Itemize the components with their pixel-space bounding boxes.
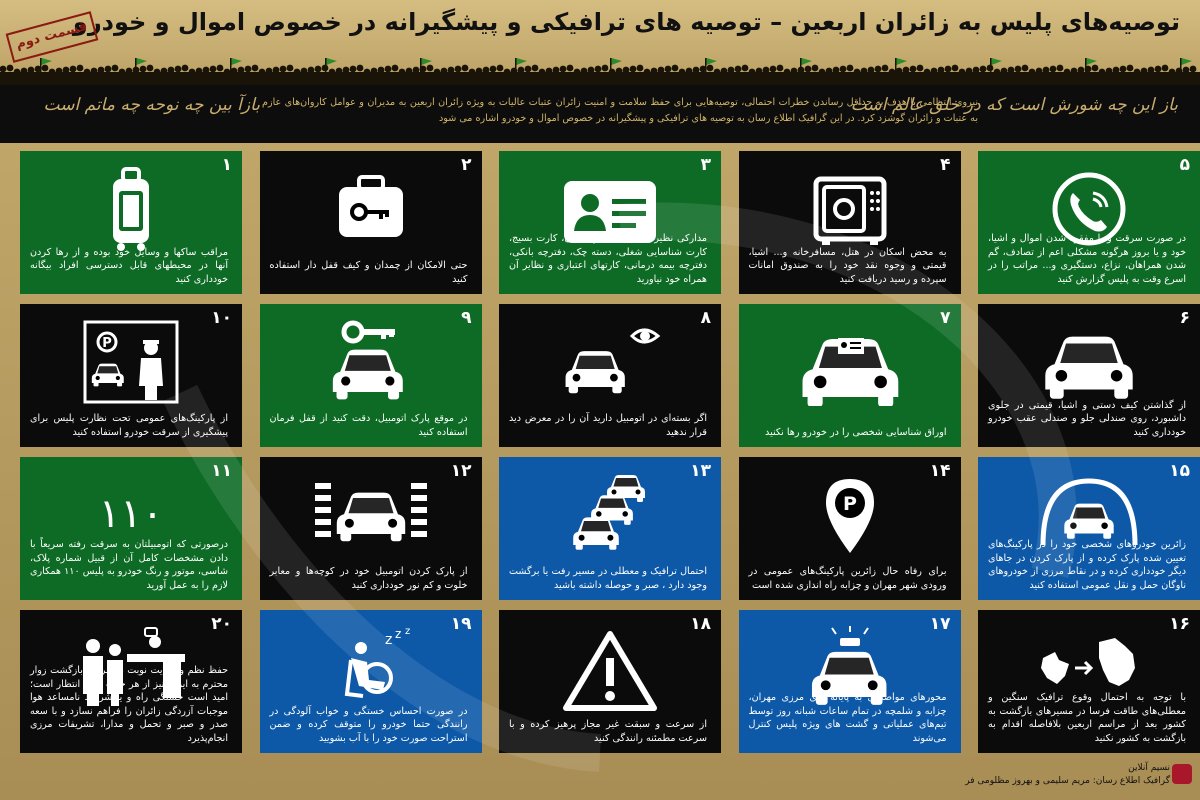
tip-card [499,304,721,447]
tip-text: حفظ نظم و رعایت نوبت در مرحله بازگشت زوار محترم به ایران نیز از هر جهت مورد انتظار است؛ امید است خستگی راه و یا شرایط نامساعد هوا موجبات آزردگی زائران را فراهم نسازد و با سعه صدر و صبر و تحمل و مدارا، تشریفات مرزی انجام‌پذیرد [30,665,228,744]
parking-attendant-icon [71,318,191,406]
tip-number: ۹ [461,308,472,328]
tip-card [499,457,721,600]
briefcase-key-icon [311,165,431,253]
tip-card [739,610,961,753]
tip-card [260,151,482,294]
tip-number: ۱۵ [1169,461,1190,481]
tip-card [20,457,242,600]
tip-card [739,457,961,600]
car-id-icon [790,318,910,406]
tip-text: به محض اسکان در هتل، مسافرخانه و... اشیا، قیمتی و وجوه نقد خود را به صندوق امانات سپرده و رسید دریافت کنید [748,246,947,285]
intro-panel [0,85,1200,143]
footer-source: نسیم آنلاین [1128,763,1170,773]
tip-text: از گذاشتن کیف دستی و اشیا، قیمتی در جلوی داشبورد، روی صندلی جلو و صندلی عقب خودرو خودداری کنید [988,399,1186,438]
tip-number: ۸ [700,308,711,328]
car-key-icon [311,318,431,406]
svg-text:١١٠: ١١٠ [98,491,164,537]
tip-number: ۱۲ [450,461,472,481]
luggage-icon [71,165,191,253]
tip-card [978,610,1200,753]
svg-text:P: P [102,336,112,351]
tip-text: احتمال ترافیک و معطلی در مسیر رفت یا برگشت وجود دارد ، صبر و حوصله داشته باشید [509,566,707,591]
car-eye-icon [550,318,670,406]
intro-text: نیروی انتظامی با هدف به حداقل رساندن خطرات احتمالی، توصیه‌هایی برای حفظ سلامت و امنیت زائران عتبات عالیات به ویژه زائران اربعین به مدیران و عوامل کاروان‌های عازم به عتبات و زائران گوشزد کرد. در این گرافیک اطلاع رسان به توصیه های ترافیکی و پیشگیرانه در خصوص اموال و خودرو اشاره می شود [262,97,978,124]
tip-text: محورهای مواصلاتی به پایانه های مرزی مهران، چزابه و شلمچه در تمام ساعات شبانه روز توسط تیم‌های عملیاتی و گشت های ویژه پلیس کنترل می‌شوند [748,692,947,744]
tip-text: در موقع پارک اتومبیل، دقت کنید از قفل فرمان استفاده کنید [269,413,468,438]
tip-number: ۱۶ [1169,614,1190,634]
tip-number: ۳ [700,155,711,175]
nasim-logo-icon [1172,764,1192,784]
tip-number: ۲۰ [211,614,232,634]
tip-text: با توجه به احتمال وقوع ترافیک سنگین و معطلی‌های طاقت فرسا در مسیرهای بازگشت به کشور بعد از مراسم اربعین بلافاصله اقدام به بازگشت به کشور نکنید [988,692,1186,744]
tip-text: از پارکینگ‌های عمومی تحت نظارت پلیس برای پیشگیری از سرقت خودرو استفاده کنید [30,413,228,438]
tip-card [20,151,242,294]
tip-number: ۱۳ [690,461,711,481]
tip-card [739,151,961,294]
tip-number: ۱۷ [929,614,951,634]
traffic-jam-icon [550,471,670,559]
svg-text:z: z [404,626,410,637]
tips-grid [0,143,1200,800]
tip-number: ۱۱ [211,461,232,481]
parking-pin-icon [790,471,910,559]
tip-number: ۱ [221,155,232,175]
tip-text: از سرعت و سبقت غیر مجاز پرهیز کرده و با سرعت مطمئنه رانندگی کنید [509,719,707,744]
tip-card [260,610,482,753]
tip-card [978,304,1200,447]
tip-card [260,304,482,447]
calligraphy-right: باز این چه شورش است که در خلق عالم است [850,95,1178,115]
svg-text:z: z [384,632,392,648]
car-icon [1029,318,1149,406]
tip-card [499,610,721,753]
page-title: توصیه‌های پلیس به زائران اربعین – توصیه های ترافیکی و پیشگیرانه در خصوص اموال و خودرو [72,8,1180,36]
footer-credits-text: گرافیک اطلاع رسان: مریم سلیمی و بهروز مظلومی فر [965,776,1170,786]
tip-text: اگر بسته‌ای در اتومبیل دارید آن را در معرض دید قرار ندهید [509,413,707,438]
tip-card [499,151,721,294]
tip-text: مراقب ساکها و وسایل خود بوده و از رها کردن آنها در محیطهای قابل دسترسی افراد بیگانه خودداری کنید [30,246,228,285]
tip-number: ۱۹ [450,614,472,634]
part-two-stamp: قسمت دوم [6,11,99,63]
tip-number: ۱۸ [690,614,711,634]
crowd-silhouette-icon [0,58,1200,86]
tip-card [978,151,1200,294]
svg-text:z: z [394,627,401,641]
tip-text: در صورت احساس خستگی و خواب آلودگی در رانندگی حتما خودرو را متوقف کرده و ضمن استراحت صورت خود را با آب بشویید [269,705,468,744]
safe-icon [790,165,910,253]
tip-text: برای رفاه حال زائرین پارکینگ‌های عمومی در ورودی شهر مهران و چزابه راه اندازی شده است [748,566,947,591]
tip-text: اوراق شناسایی شخصی را در خودرو رها نکنید [765,426,947,438]
warning-icon [550,624,670,712]
tip-text: از پارک کردن اتومبیل خود در کوچه‌ها و معابر خلوت و کم نور خودداری کنید [269,566,468,591]
calligraphy-left: بازآ بین چه نوحه چه ماتم است [43,95,260,115]
tip-text: حتی الامکان از چمدان و کیف قفل دار استفاده کنید [269,260,468,285]
tip-text: درصورتی که اتومبیلتان به سرقت رفته سریعاً با دادن مشخصات کامل آن از قبیل شماره پلاک، شاسی، موتور و رنگ خودرو به پلیس ۱۱۰ همکاری لازم را به عمل آورید [30,539,228,591]
tip-card [20,610,242,753]
tip-number: ۵ [1179,155,1190,175]
header-banner [0,0,1200,85]
tip-number: ۴ [940,155,951,175]
tip-card [20,304,242,447]
svg-text:P: P [842,493,857,515]
sleepy-driver-icon [311,624,431,712]
tip-number: ۶ [1179,308,1190,328]
tip-text: مدارکی نظیر شناسنامه، کارت ملی، کارت بسیج، کارت شناسایی شغلی، دسته چک، دفترچه بانکی، دفترچه بیمه درمانی، کارتهای اعتباری و نظایر آن همراه خود نیاورید [509,233,707,285]
tip-number: ۷ [940,308,951,328]
tip-number: ۱۴ [929,461,951,481]
tip-card [739,304,961,447]
tip-text: زائرین خودروهای شخصی خود را در پارکینگ‌های تعیین شده پارک کرده و از پارک کردن در جاهای دیگر خودداری کرده و در نقاط مرزی از خودروهای ناوگان حمل و نقل عمومی استفاده کنید [988,539,1186,591]
tip-number: ۱۰ [211,308,232,328]
tip-number: ۲ [461,155,472,175]
tip-text: در صورت سرقت و یا مفقود شدن اموال و اشیا، خود و یا بروز هرگونه مشکلی اعم از تصادف، گم شدن همراهان، نزاع، دستگیری و... مراتب را در اسرع وقت به پلیس گزارش کنید [988,233,1186,285]
tip-card [978,457,1200,600]
tip-card [260,457,482,600]
car-alley-icon [311,471,431,559]
footer-credits [920,762,1170,794]
